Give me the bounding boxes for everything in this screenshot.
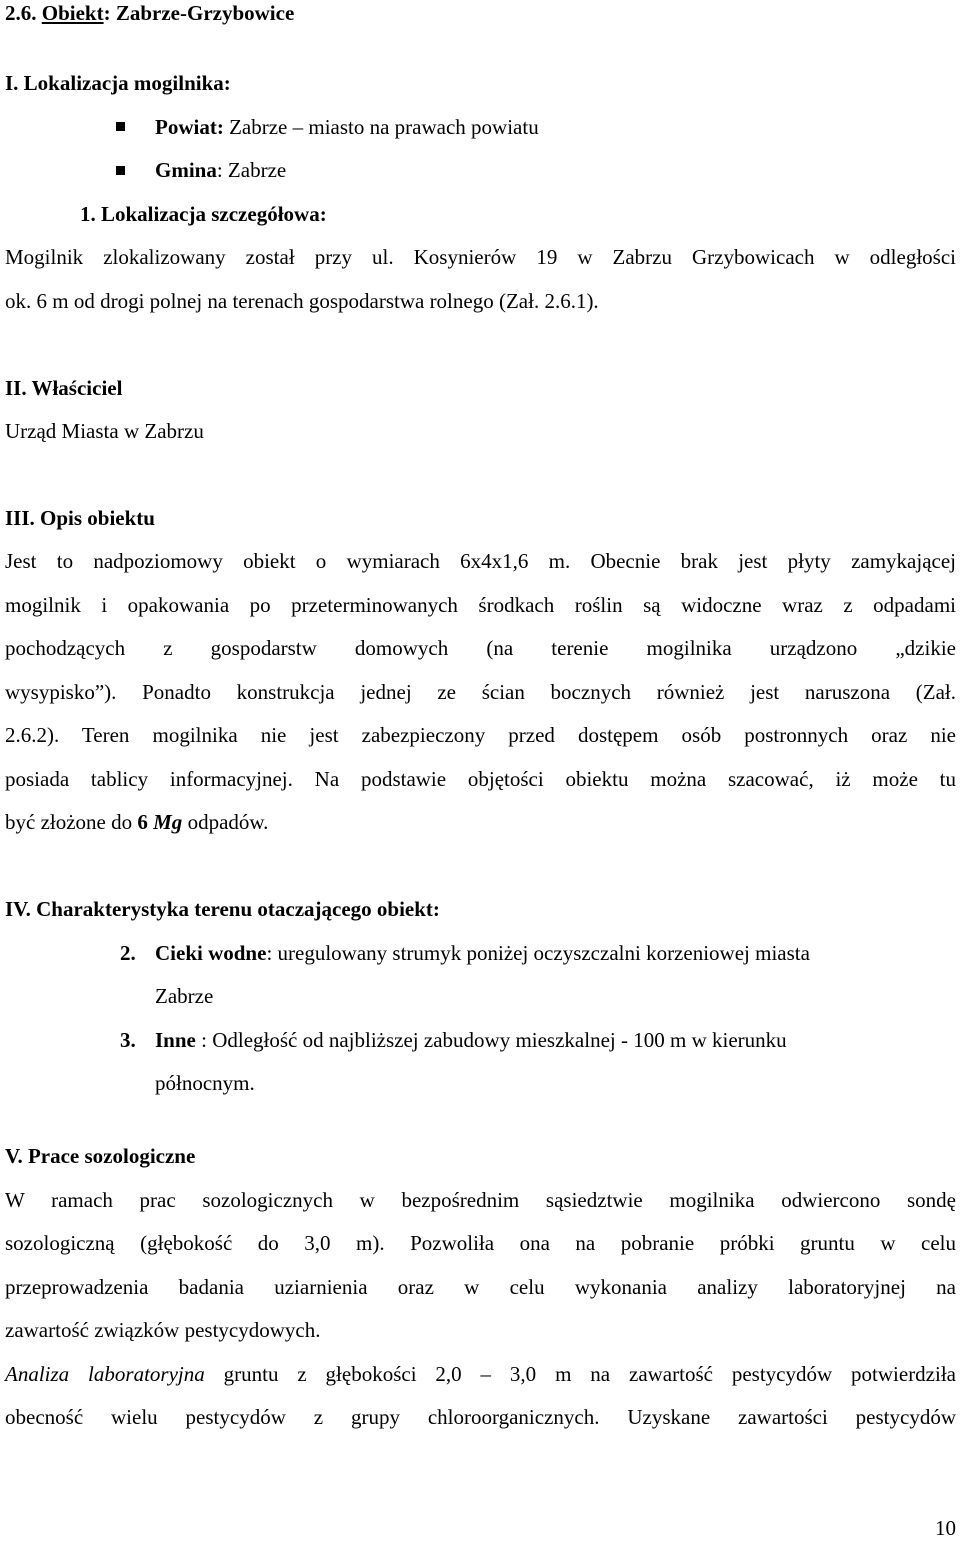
section-1-title: I. Lokalizacja mogilnika: bbox=[5, 71, 231, 95]
bullet-square-icon bbox=[116, 122, 125, 131]
works-line-4: zawartość związków pestycydowych. bbox=[5, 1318, 321, 1342]
powiat-label: Powiat: bbox=[155, 115, 224, 139]
subsection-location-title: 1. Lokalizacja szczegółowa: bbox=[80, 202, 327, 226]
item-3-text: : Odległość od najbliższej zabudowy mieszkalnej - 100 m w kierunku bbox=[195, 1028, 787, 1052]
heading-number: 2.6. bbox=[5, 1, 42, 25]
description-line-5: 2.6.2). Teren mogilnika nie jest zabezpieczony przed dostępem osób postronnych oraz nie bbox=[5, 723, 956, 747]
item-2-label: Cieki wodne bbox=[155, 941, 267, 965]
powiat-value: Zabrze – miasto na prawach powiatu bbox=[223, 115, 539, 139]
section-3-title: III. Opis obiektu bbox=[5, 506, 155, 530]
page-number: 10 bbox=[935, 1516, 956, 1540]
waste-amount-number: 6 bbox=[137, 810, 154, 834]
description-line-6: posiada tablicy informacyjnej. Na podstawie objętości obiektu można szacować, iż może tu bbox=[5, 767, 956, 791]
description-line-7 bbox=[5, 809, 268, 835]
heading-object-word: Obiekt bbox=[41, 1, 104, 25]
powiat-line bbox=[155, 114, 539, 140]
description-line-1: Jest to nadpoziomowy obiekt o wymiarach 6x4x1,6 m. Obecnie brak jest płyty zamykającej bbox=[5, 549, 956, 573]
section-2-title: II. Właściciel bbox=[5, 376, 123, 400]
description-line-3: pochodzących z gospodarstw domowych (na terenie mogilnika urządzono „dzikie bbox=[5, 636, 956, 660]
lab-analysis-text: gruntu z głębokości 2,0 – 3,0 m na zawartość pestycydów potwierdziła bbox=[204, 1362, 956, 1386]
works-line-5 bbox=[5, 1361, 956, 1387]
waste-amount-prefix: być złożone do bbox=[5, 810, 138, 834]
description-line-2: mogilnik i opakowania po przeterminowanych środkach roślin są widoczne wraz z odpadami bbox=[5, 593, 956, 617]
heading-object-name: : Zabrze-Grzybowice bbox=[103, 1, 295, 25]
bullet-square-icon bbox=[116, 166, 125, 175]
waste-amount-unit: Mg bbox=[153, 810, 183, 834]
item-3-label: Inne bbox=[155, 1028, 196, 1052]
item-2-continuation: Zabrze bbox=[155, 984, 214, 1008]
description-line-4: wysypisko”). Ponadto konstrukcja jednej ze ścian bocznych również jest naruszona (Zał. bbox=[5, 680, 956, 704]
gmina-value: : Zabrze bbox=[216, 158, 287, 182]
works-line-1: W ramach prac sozologicznych w bezpośrednim sąsiedztwie mogilnika odwiercono sondę bbox=[5, 1188, 956, 1212]
item-3-number: 3. bbox=[120, 1028, 136, 1052]
lab-analysis-label: Analiza laboratoryjna bbox=[5, 1362, 205, 1386]
works-line-3: przeprowadzenia badania uziarnienia oraz w celu wykonania analizy laboratoryjnej na bbox=[5, 1275, 956, 1299]
item-3-continuation: północnym. bbox=[155, 1071, 255, 1095]
section-5-title: V. Prace sozologiczne bbox=[5, 1144, 196, 1168]
waste-amount-suffix: odpadów. bbox=[182, 810, 269, 834]
gmina-line bbox=[155, 157, 286, 183]
works-line-2: sozologiczną (głębokość do 3,0 m). Pozwoliła ona na pobranie próbki gruntu w celu bbox=[5, 1231, 956, 1255]
gmina-label: Gmina bbox=[155, 158, 217, 182]
location-text-line-2: ok. 6 m od drogi polnej na terenach gospodarstwa rolnego (Zał. 2.6.1). bbox=[5, 289, 599, 313]
item-2-line bbox=[155, 940, 810, 966]
owner-value: Urząd Miasta w Zabrzu bbox=[5, 419, 204, 443]
works-line-6: obecność wielu pestycydów z grupy chloroorganicznych. Uzyskane zawartości pestycydów bbox=[5, 1405, 956, 1429]
location-text-line-1: Mogilnik zlokalizowany został przy ul. Kosynierów 19 w Zabrzu Grzybowicach w odległości bbox=[5, 245, 956, 269]
item-2-number: 2. bbox=[120, 941, 136, 965]
section-4-title: IV. Charakterystyka terenu otaczającego obiekt: bbox=[5, 897, 440, 921]
item-2-text: : uregulowany strumyk poniżej oczyszczalni korzeniowej miasta bbox=[266, 941, 810, 965]
document-heading bbox=[5, 0, 294, 26]
item-3-line bbox=[155, 1027, 787, 1053]
